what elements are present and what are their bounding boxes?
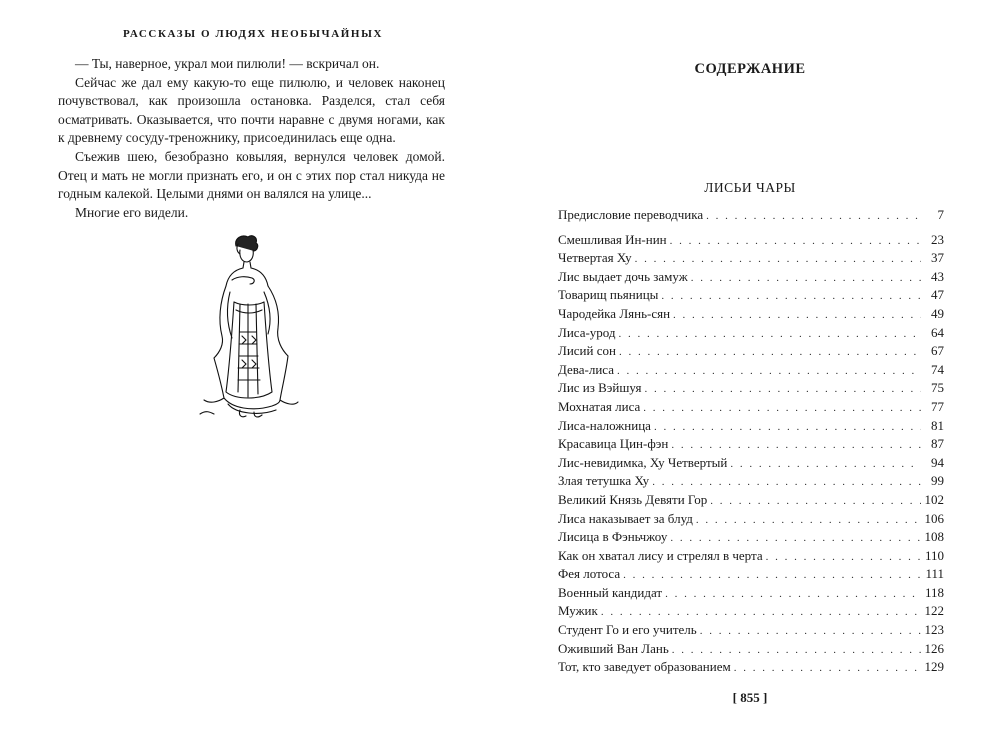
- right-page: [500, 0, 1000, 750]
- toc-entry: [558, 399, 944, 418]
- dot-leader: [619, 328, 921, 340]
- toc-entry-title: Смешливая Ин-нин: [558, 231, 667, 247]
- toc-entry: [558, 269, 944, 288]
- toc-entry-title: Лисий сон: [558, 343, 616, 359]
- paragraph: Многие его видели.: [75, 204, 189, 220]
- dot-leader: [652, 476, 921, 488]
- toc-entry-page: 47: [931, 287, 944, 303]
- toc-entry-page: 23: [931, 231, 944, 247]
- toc-entry-title: Оживший Ван Лань: [558, 640, 669, 656]
- toc-entry-page: 77: [931, 398, 944, 414]
- toc-entry-page: 126: [924, 640, 944, 656]
- toc-entry: [558, 325, 944, 344]
- toc-entry-title: Лисица в Фэньчжоу: [558, 529, 668, 545]
- toc-entry: [558, 207, 944, 226]
- running-head: РАССКАЗЫ О ЛЮДЯХ НЕОБЫЧАЙНЫХ: [122, 28, 384, 40]
- dot-leader: [696, 514, 921, 526]
- toc-entry: [558, 306, 944, 325]
- toc-entry: [558, 362, 944, 381]
- toc-entry-title: Мужик: [558, 603, 598, 619]
- dot-leader: [661, 290, 921, 302]
- dot-leader: [619, 346, 921, 358]
- toc-entry-page: 118: [924, 584, 944, 600]
- toc-entry-title: Лиса-наложница: [558, 417, 651, 433]
- dot-leader: [635, 253, 921, 265]
- toc-entry: [558, 585, 944, 604]
- toc-entry-title: Красавица Цин-фэн: [558, 436, 669, 452]
- toc-entry-page: 43: [931, 268, 944, 284]
- toc-entry-title: Мохнатая лиса: [558, 398, 641, 414]
- toc-entry: [558, 659, 944, 678]
- paragraph: Съежив шею, безобразно ковыляя, вернулся человек домой. Отец и мать не могли признать его, и он с этих пор стал никуда не годным калекой. Целыми днями он валялся на улице...: [58, 148, 445, 202]
- toc-entry-title: Студент Го и его учитель: [558, 622, 697, 638]
- toc-entry-page: 102: [924, 491, 944, 507]
- dot-leader: [671, 439, 921, 451]
- toc-entry-page: 64: [931, 324, 944, 340]
- toc-entry: [558, 622, 944, 641]
- dot-leader: [734, 662, 921, 674]
- toc-entry-title: Тот, кто заведует образованием: [558, 659, 731, 675]
- dot-leader: [766, 551, 921, 563]
- toc-entry-page: 123: [924, 622, 944, 638]
- dot-leader: [730, 458, 921, 470]
- dot-leader: [706, 210, 921, 222]
- toc-entry-page: 7: [937, 207, 944, 222]
- dot-leader: [665, 588, 921, 600]
- table-of-contents: [558, 207, 944, 678]
- toc-entry: [558, 492, 944, 511]
- toc-entry-title: Лис выдает дочь замуж: [558, 268, 688, 284]
- paragraph: — Ты, наверное, украл мои пилюли! — вскричал он.: [75, 56, 380, 71]
- toc-entry-title: Как он хватал лису и стрелял в черта: [558, 547, 763, 563]
- dot-leader: [654, 421, 921, 433]
- page-number: [ 855 ]: [732, 690, 768, 705]
- toc-entry-title: Лиса-урод: [558, 324, 616, 340]
- toc-entry: [558, 529, 944, 548]
- toc-entry-title: Предисловие переводчика: [558, 207, 704, 222]
- toc-title: СОДЕРЖАНИЕ: [694, 61, 806, 77]
- lady-illustration: [196, 232, 302, 422]
- toc-entry-page: 67: [931, 343, 944, 359]
- dot-leader: [623, 569, 921, 581]
- toc-entry-page: 49: [931, 305, 944, 321]
- toc-entry-page: 87: [931, 436, 944, 452]
- dot-leader: [645, 383, 921, 395]
- toc-entry-title: Четвертая Ху: [558, 250, 632, 266]
- toc-entry-page: 37: [931, 250, 944, 266]
- toc-entry-title: Чародейка Лянь-сян: [558, 305, 671, 321]
- toc-entry: [558, 566, 944, 585]
- toc-entry: [558, 287, 944, 306]
- toc-entry: [558, 232, 944, 251]
- story-text: [58, 55, 445, 222]
- toc-entry-page: 129: [924, 659, 944, 675]
- dot-leader: [617, 365, 921, 377]
- toc-entry-title: Лис-невидимка, Ху Четвертый: [558, 454, 728, 470]
- dot-leader: [601, 606, 921, 618]
- dot-leader: [670, 235, 921, 247]
- toc-entry: [558, 603, 944, 622]
- toc-entry-page: 94: [931, 454, 944, 470]
- dot-leader: [643, 402, 921, 414]
- toc-entry-page: 106: [924, 510, 944, 526]
- toc-entry-title: Фея лотоса: [558, 566, 621, 582]
- toc-entry: [558, 418, 944, 437]
- toc-entry-page: 81: [931, 417, 944, 433]
- toc-entry-page: 99: [931, 473, 944, 489]
- section-title: ЛИСЬИ ЧАРЫ: [704, 180, 796, 195]
- toc-entry: [558, 641, 944, 660]
- toc-entry: [558, 343, 944, 362]
- toc-entry: [558, 250, 944, 269]
- toc-entry-page: 75: [931, 380, 944, 396]
- dot-leader: [710, 495, 921, 507]
- toc-entry-title: Великий Князь Девяти Гор: [558, 491, 708, 507]
- toc-entry: [558, 436, 944, 455]
- toc-entry-page: 111: [925, 566, 944, 582]
- toc-entry-page: 108: [924, 529, 944, 545]
- toc-entry-title: Дева-лиса: [558, 361, 615, 377]
- paragraph: Сейчас же дал ему какую-то еще пилюлю, и человек наконец почувствовал, как произошла остановка. Разделся, стал себя осматривать. Оказывается, что почти наравне с двумя ногами, как к древнему сосуду-треножнику, присоединилась еще одна.: [58, 74, 445, 146]
- dot-leader: [670, 532, 921, 544]
- dot-leader: [691, 272, 921, 284]
- toc-entry: [558, 548, 944, 567]
- dot-leader: [672, 644, 921, 656]
- toc-entry-title: Военный кандидат: [558, 584, 663, 600]
- toc-entry-page: 122: [924, 603, 944, 619]
- toc-entry-title: Лиса наказывает за блуд: [558, 510, 693, 526]
- toc-entry-page: 74: [931, 361, 944, 377]
- toc-entry: [558, 473, 944, 492]
- toc-entry: [558, 455, 944, 474]
- toc-entry-title: Злая тетушка Ху: [558, 473, 650, 489]
- toc-entry-title: Товарищ пьяницы: [558, 287, 659, 303]
- toc-entry: [558, 380, 944, 399]
- toc-entry: [558, 511, 944, 530]
- toc-entry-page: 110: [924, 547, 944, 563]
- dot-leader: [700, 625, 921, 637]
- toc-entry-title: Лис из Вэйшуя: [558, 380, 642, 396]
- dot-leader: [673, 309, 921, 321]
